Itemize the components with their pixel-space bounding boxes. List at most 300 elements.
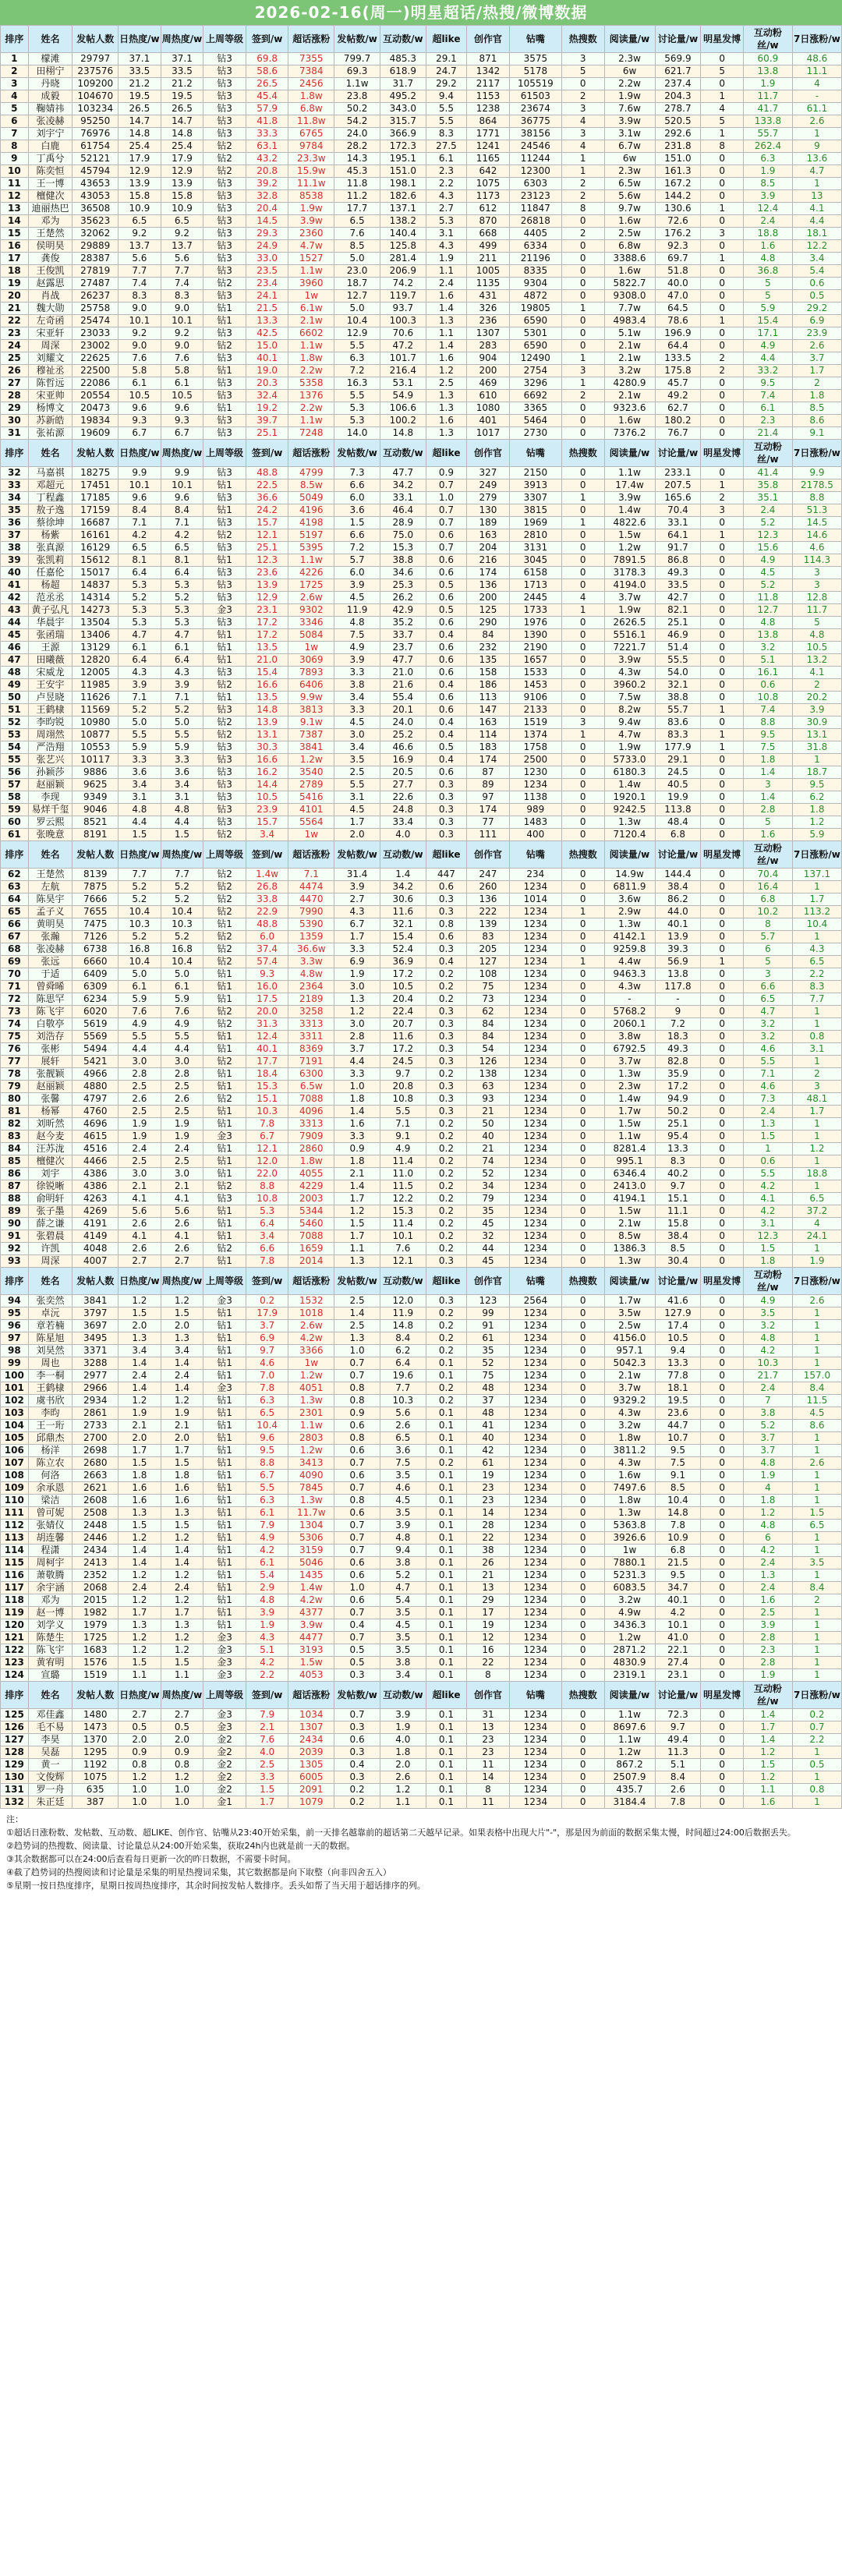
table-row: [1, 203, 842, 215]
column-header: 周热度/w: [161, 440, 203, 467]
value-cell: 0.1: [426, 1407, 466, 1420]
value-cell: 0.3: [426, 1255, 466, 1268]
name-cell: 张馨: [28, 1093, 73, 1106]
value-cell: 6.7: [334, 918, 380, 931]
value-cell: 8.4: [792, 1382, 841, 1395]
value-cell: 0.6: [334, 1470, 380, 1482]
value-cell: 180.2: [655, 415, 701, 427]
value-cell: 1.3: [161, 1619, 203, 1632]
value-cell: 5.2: [161, 592, 203, 604]
value-cell: 钻2: [203, 869, 246, 881]
value-cell: 163: [467, 717, 510, 729]
value-cell: 0.1: [426, 1432, 466, 1445]
value-cell: 16.3: [334, 377, 380, 390]
value-cell: 12.1: [246, 529, 288, 542]
value-cell: 30.3: [246, 741, 288, 754]
value-cell: 7.7: [161, 265, 203, 278]
value-cell: 1519: [509, 717, 561, 729]
value-cell: 0.2: [792, 1709, 841, 1721]
value-cell: 1234: [509, 993, 561, 1006]
value-cell: 1234: [509, 1155, 561, 1168]
value-cell: 4.4: [119, 1043, 161, 1056]
name-cell: 黄一: [28, 1759, 73, 1771]
value-cell: 2.1: [334, 1168, 380, 1180]
value-cell: 9: [655, 1006, 701, 1018]
value-cell: 45: [467, 1218, 510, 1230]
value-cell: 2.8: [161, 1068, 203, 1081]
value-cell: 0: [701, 1382, 744, 1395]
value-cell: 46.6: [380, 741, 426, 754]
value-cell: 9.0: [119, 340, 161, 352]
value-cell: 46.9: [655, 629, 701, 642]
value-cell: 0: [561, 1307, 604, 1320]
value-cell: 0: [561, 1644, 604, 1657]
value-cell: 1: [792, 178, 841, 190]
value-cell: 1.1: [380, 1796, 426, 1809]
table-row: [1, 153, 842, 165]
value-cell: 130: [467, 504, 510, 517]
value-cell: 11.1: [792, 65, 841, 78]
table-row: [1, 754, 842, 766]
value-cell: 10.5: [246, 791, 288, 804]
value-cell: 3.3w: [288, 956, 334, 968]
value-cell: 0.7: [334, 1357, 380, 1370]
name-cell: 田栩宁: [28, 65, 73, 78]
value-cell: 1.3w: [604, 816, 655, 829]
value-cell: 28.2: [334, 140, 380, 153]
value-cell: 4466: [73, 1155, 119, 1168]
value-cell: 1527: [288, 253, 334, 265]
value-cell: 0: [701, 390, 744, 402]
value-cell: 1.8: [743, 1495, 792, 1507]
value-cell: 钻1: [203, 1357, 246, 1370]
value-cell: 0.6: [426, 704, 466, 717]
value-cell: 10.8: [743, 692, 792, 704]
value-cell: 0.1: [426, 1445, 466, 1457]
rank-cell: 44: [1, 617, 29, 629]
value-cell: 1.1: [334, 1243, 380, 1255]
value-cell: 5301: [509, 327, 561, 340]
value-cell: 1.5: [119, 1457, 161, 1470]
value-cell: 23: [467, 1495, 510, 1507]
value-cell: 0: [701, 1432, 744, 1445]
column-header: 明星发博: [701, 1268, 744, 1295]
value-cell: 13.2: [792, 654, 841, 667]
value-cell: 0: [701, 629, 744, 642]
value-cell: 1234: [509, 1243, 561, 1255]
column-header: 排序: [1, 1268, 29, 1295]
value-cell: 1165: [467, 153, 510, 165]
column-header: 上周等级: [203, 1682, 246, 1709]
value-cell: 0: [701, 265, 744, 278]
value-cell: 5042.3: [604, 1357, 655, 1370]
value-cell: 1.4: [743, 1734, 792, 1746]
value-cell: 钻1: [203, 1118, 246, 1131]
value-cell: 6.3: [246, 1395, 288, 1407]
value-cell: 5.5: [161, 1031, 203, 1043]
rank-cell: 105: [1, 1432, 29, 1445]
value-cell: 4.3: [426, 190, 466, 203]
value-cell: 4.1: [161, 1193, 203, 1205]
value-cell: 9.4w: [604, 717, 655, 729]
notes-list: [6, 1827, 836, 1891]
value-cell: 17.4: [655, 1320, 701, 1332]
value-cell: 1234: [509, 1470, 561, 1482]
value-cell: 1: [561, 517, 604, 529]
value-cell: 3.7: [246, 1320, 288, 1332]
value-cell: 7875: [73, 881, 119, 893]
value-cell: 117.8: [655, 981, 701, 993]
value-cell: 钻1: [203, 1495, 246, 1507]
value-cell: 4.6: [380, 1482, 426, 1495]
value-cell: 73: [467, 993, 510, 1006]
value-cell: 0.3: [426, 1031, 466, 1043]
value-cell: 3.4: [334, 741, 380, 754]
footnotes: [0, 1809, 842, 1898]
value-cell: 0: [701, 1545, 744, 1557]
value-cell: 2871.2: [604, 1644, 655, 1657]
value-cell: 47.2: [380, 340, 426, 352]
value-cell: 2.4: [743, 215, 792, 228]
value-cell: 1342: [467, 65, 510, 78]
value-cell: 8: [561, 203, 604, 215]
value-cell: 1234: [509, 1520, 561, 1532]
value-cell: 21.2: [161, 78, 203, 90]
rank-cell: 13: [1, 203, 29, 215]
value-cell: 钻1: [203, 365, 246, 377]
value-cell: 32.1: [655, 679, 701, 692]
value-cell: 2.1w: [604, 390, 655, 402]
value-cell: 0: [701, 1118, 744, 1131]
value-cell: 207.5: [655, 479, 701, 492]
name-cell: 苏新皓: [28, 415, 73, 427]
column-header: 发帖人数: [73, 440, 119, 467]
name-cell: 杨洋: [28, 1445, 73, 1457]
value-cell: 6180.3: [604, 766, 655, 779]
value-cell: 7.0: [246, 1370, 288, 1382]
value-cell: 9.3: [161, 415, 203, 427]
value-cell: 25474: [73, 315, 119, 327]
column-header: 发帖数/w: [334, 841, 380, 869]
name-cell: 刘宇宁: [28, 128, 73, 140]
value-cell: 0: [701, 717, 744, 729]
value-cell: 1.1w: [288, 415, 334, 427]
value-cell: 3: [792, 579, 841, 592]
value-cell: 13.1: [792, 729, 841, 741]
value-cell: 1234: [509, 1357, 561, 1370]
value-cell: 0.5: [334, 1657, 380, 1669]
value-cell: 485.3: [380, 53, 426, 65]
value-cell: 8.5: [334, 240, 380, 253]
value-cell: 29797: [73, 53, 119, 65]
value-cell: 0: [701, 791, 744, 804]
value-cell: 54.0: [655, 667, 701, 679]
value-cell: 1.3: [161, 1507, 203, 1520]
value-cell: 8: [701, 140, 744, 153]
value-cell: 63: [467, 1081, 510, 1093]
value-cell: 5197: [288, 529, 334, 542]
value-cell: 0: [561, 1669, 604, 1682]
value-cell: 1: [792, 1155, 841, 1168]
value-cell: 8.4: [792, 1582, 841, 1594]
value-cell: 钻3: [203, 253, 246, 265]
value-cell: 0: [701, 1582, 744, 1594]
value-cell: 2.5: [246, 1759, 288, 1771]
table-row: [1, 1006, 842, 1018]
column-header: 讨论量/w: [655, 26, 701, 53]
name-cell: 宣璐: [28, 1669, 73, 1682]
value-cell: 5.3: [161, 617, 203, 629]
value-cell: 109200: [73, 78, 119, 90]
table-row: [1, 1081, 842, 1093]
value-cell: 3841: [288, 741, 334, 754]
value-cell: 84: [467, 1018, 510, 1031]
value-cell: 钻1: [203, 1345, 246, 1357]
value-cell: 6.3: [743, 153, 792, 165]
value-cell: 13.9: [246, 579, 288, 592]
value-cell: 111: [467, 829, 510, 841]
value-cell: 钻1: [203, 654, 246, 667]
value-cell: 49.4: [655, 1734, 701, 1746]
value-cell: 133.8: [743, 115, 792, 128]
rank-cell: 24: [1, 340, 29, 352]
value-cell: 0: [561, 617, 604, 629]
value-cell: 0: [561, 779, 604, 791]
value-cell: 3184.4: [604, 1796, 655, 1809]
value-cell: 216: [467, 554, 510, 567]
rank-cell: 38: [1, 542, 29, 554]
value-cell: 0: [701, 968, 744, 981]
value-cell: 138.2: [380, 215, 426, 228]
value-cell: 15.7: [246, 816, 288, 829]
value-cell: 7: [743, 1395, 792, 1407]
value-cell: 233.1: [655, 467, 701, 479]
value-cell: 52: [467, 1357, 510, 1370]
value-cell: 198.1: [380, 178, 426, 190]
table-row: [1, 240, 842, 253]
value-cell: 4.8: [743, 253, 792, 265]
value-cell: 0: [561, 692, 604, 704]
rank-cell: 6: [1, 115, 29, 128]
value-cell: 钻3: [203, 78, 246, 90]
value-cell: 3.5w: [604, 1307, 655, 1320]
value-cell: 0: [561, 1255, 604, 1268]
value-cell: 86.2: [655, 893, 701, 906]
value-cell: 1234: [509, 1407, 561, 1420]
value-cell: 1234: [509, 1709, 561, 1721]
table-row: [1, 1721, 842, 1734]
value-cell: 3.5: [334, 754, 380, 766]
value-cell: 101.7: [380, 352, 426, 365]
value-cell: 9.5: [792, 779, 841, 791]
value-cell: 0: [561, 741, 604, 754]
column-header: 互动粉丝/w: [743, 841, 792, 869]
value-cell: 1: [792, 1332, 841, 1345]
value-cell: 12.9: [334, 327, 380, 340]
value-cell: 3288: [73, 1357, 119, 1370]
value-cell: 0.1: [426, 1582, 466, 1594]
value-cell: 2.0: [161, 1320, 203, 1332]
value-cell: 24.7: [426, 65, 466, 78]
name-cell: 杨紫: [28, 529, 73, 542]
value-cell: 14.4: [246, 779, 288, 791]
value-cell: 0.5: [426, 579, 466, 592]
value-cell: 1: [792, 1470, 841, 1482]
rank-cell: 23: [1, 327, 29, 340]
value-cell: 1: [792, 754, 841, 766]
value-cell: 6.8: [743, 893, 792, 906]
rank-cell: 131: [1, 1784, 29, 1796]
value-cell: 4.7: [380, 1582, 426, 1594]
value-cell: 3.3: [334, 704, 380, 717]
column-header: 7日涨粉/w: [792, 841, 841, 869]
value-cell: 44: [467, 1243, 510, 1255]
value-cell: 9: [792, 140, 841, 153]
value-cell: 1.5: [161, 829, 203, 841]
value-cell: 57.9: [246, 103, 288, 115]
value-cell: 24.0: [380, 717, 426, 729]
table-row: [1, 554, 842, 567]
name-cell: 刘昊然: [28, 1345, 73, 1357]
value-cell: 1w: [288, 829, 334, 841]
value-cell: 1.0: [119, 1784, 161, 1796]
value-cell: 3069: [288, 654, 334, 667]
value-cell: 7376.2: [604, 427, 655, 440]
table-row: [1, 228, 842, 240]
value-cell: 17.9: [246, 1307, 288, 1320]
value-cell: 0: [701, 1205, 744, 1218]
value-cell: 871: [467, 53, 510, 65]
table-row: [1, 956, 842, 968]
rank-cell: 65: [1, 906, 29, 918]
name-cell: 王鹤棣: [28, 1382, 73, 1395]
value-cell: 4.2: [743, 1205, 792, 1218]
value-cell: 9.5: [655, 1569, 701, 1582]
value-cell: 2: [792, 1594, 841, 1607]
value-cell: 2: [701, 365, 744, 377]
value-cell: 904: [467, 352, 510, 365]
value-cell: 1713: [509, 579, 561, 592]
value-cell: 钻1: [203, 1432, 246, 1445]
rank-cell: 49: [1, 679, 29, 692]
value-cell: 9.9: [161, 467, 203, 479]
value-cell: 95.4: [655, 1131, 701, 1143]
value-cell: 13: [467, 1582, 510, 1594]
value-cell: 1.4: [380, 869, 426, 881]
value-cell: 0: [701, 53, 744, 65]
value-cell: 0.8: [119, 1759, 161, 1771]
value-cell: 钻2: [203, 1093, 246, 1106]
value-cell: 1234: [509, 1180, 561, 1193]
rank-cell: 5: [1, 103, 29, 115]
value-cell: 11: [467, 1759, 510, 1771]
value-cell: 12.1: [246, 1143, 288, 1155]
value-cell: 18.8: [792, 1168, 841, 1180]
value-cell: 2.4: [743, 1382, 792, 1395]
name-cell: 王楚然: [28, 869, 73, 881]
value-cell: 0.3: [426, 1043, 466, 1056]
value-cell: 41: [467, 1420, 510, 1432]
rank-cell: 126: [1, 1721, 29, 1734]
value-cell: 21.0: [380, 667, 426, 679]
value-cell: 1.9: [380, 1721, 426, 1734]
value-cell: 14.6: [792, 529, 841, 542]
value-cell: 2.6: [792, 340, 841, 352]
value-cell: 87: [467, 766, 510, 779]
value-cell: 10.9: [655, 1532, 701, 1545]
name-cell: 梁洁: [28, 1495, 73, 1507]
value-cell: 1.2w: [604, 1632, 655, 1644]
value-cell: 1.1w: [604, 467, 655, 479]
value-cell: 14: [467, 1507, 510, 1520]
value-cell: 2860: [288, 1143, 334, 1155]
value-cell: 33.5: [161, 65, 203, 78]
value-cell: 金3: [203, 1657, 246, 1669]
value-cell: 12.9: [246, 592, 288, 604]
name-cell: 张碧晨: [28, 1230, 73, 1243]
rank-cell: 11: [1, 178, 29, 190]
value-cell: 5344: [288, 1205, 334, 1218]
value-cell: 6.0: [334, 567, 380, 579]
value-cell: 0.8: [334, 1395, 380, 1407]
value-cell: 6.6: [334, 529, 380, 542]
name-cell: 何洛: [28, 1470, 73, 1482]
value-cell: 3913: [509, 479, 561, 492]
column-header: 互动粉丝/w: [743, 440, 792, 467]
value-cell: 1: [792, 1657, 841, 1669]
value-cell: 3: [561, 717, 604, 729]
value-cell: 26.5: [246, 78, 288, 90]
value-cell: 0.3: [426, 816, 466, 829]
value-cell: 9.4: [380, 1545, 426, 1557]
value-cell: 2456: [288, 78, 334, 90]
value-cell: 1241: [467, 140, 510, 153]
value-cell: 3.5: [380, 1507, 426, 1520]
table-row: [1, 290, 842, 303]
value-cell: 26.2: [380, 592, 426, 604]
value-cell: 5.2: [161, 931, 203, 943]
value-cell: 3.9: [246, 1607, 288, 1619]
value-cell: 3.6: [119, 766, 161, 779]
value-cell: 62: [467, 1006, 510, 1018]
value-cell: 0: [701, 1771, 744, 1784]
value-cell: 2.9w: [604, 906, 655, 918]
value-cell: 7.3: [334, 467, 380, 479]
value-cell: 1234: [509, 1118, 561, 1131]
name-cell: 吴磊: [28, 1746, 73, 1759]
value-cell: 4.2: [246, 1657, 288, 1669]
table-row: [1, 90, 842, 103]
value-cell: 7384: [288, 65, 334, 78]
value-cell: 1.1: [161, 1669, 203, 1682]
value-cell: 4.8: [743, 1332, 792, 1345]
value-cell: 1473: [73, 1721, 119, 1734]
value-cell: 11.9: [380, 1307, 426, 1320]
value-cell: 钻3: [203, 816, 246, 829]
value-cell: 5.9: [161, 993, 203, 1006]
value-cell: 3.3: [334, 1068, 380, 1081]
value-cell: 11.4: [380, 1218, 426, 1230]
value-cell: 499: [467, 240, 510, 253]
column-header: 发帖数/w: [334, 1268, 380, 1295]
rank-cell: 27: [1, 377, 29, 390]
value-cell: 11.9: [334, 604, 380, 617]
value-cell: 0.6: [334, 1594, 380, 1607]
value-cell: 0: [561, 1759, 604, 1771]
column-header: 日热度/w: [119, 440, 161, 467]
value-cell: 6.6: [743, 981, 792, 993]
value-cell: 3.9: [743, 1619, 792, 1632]
